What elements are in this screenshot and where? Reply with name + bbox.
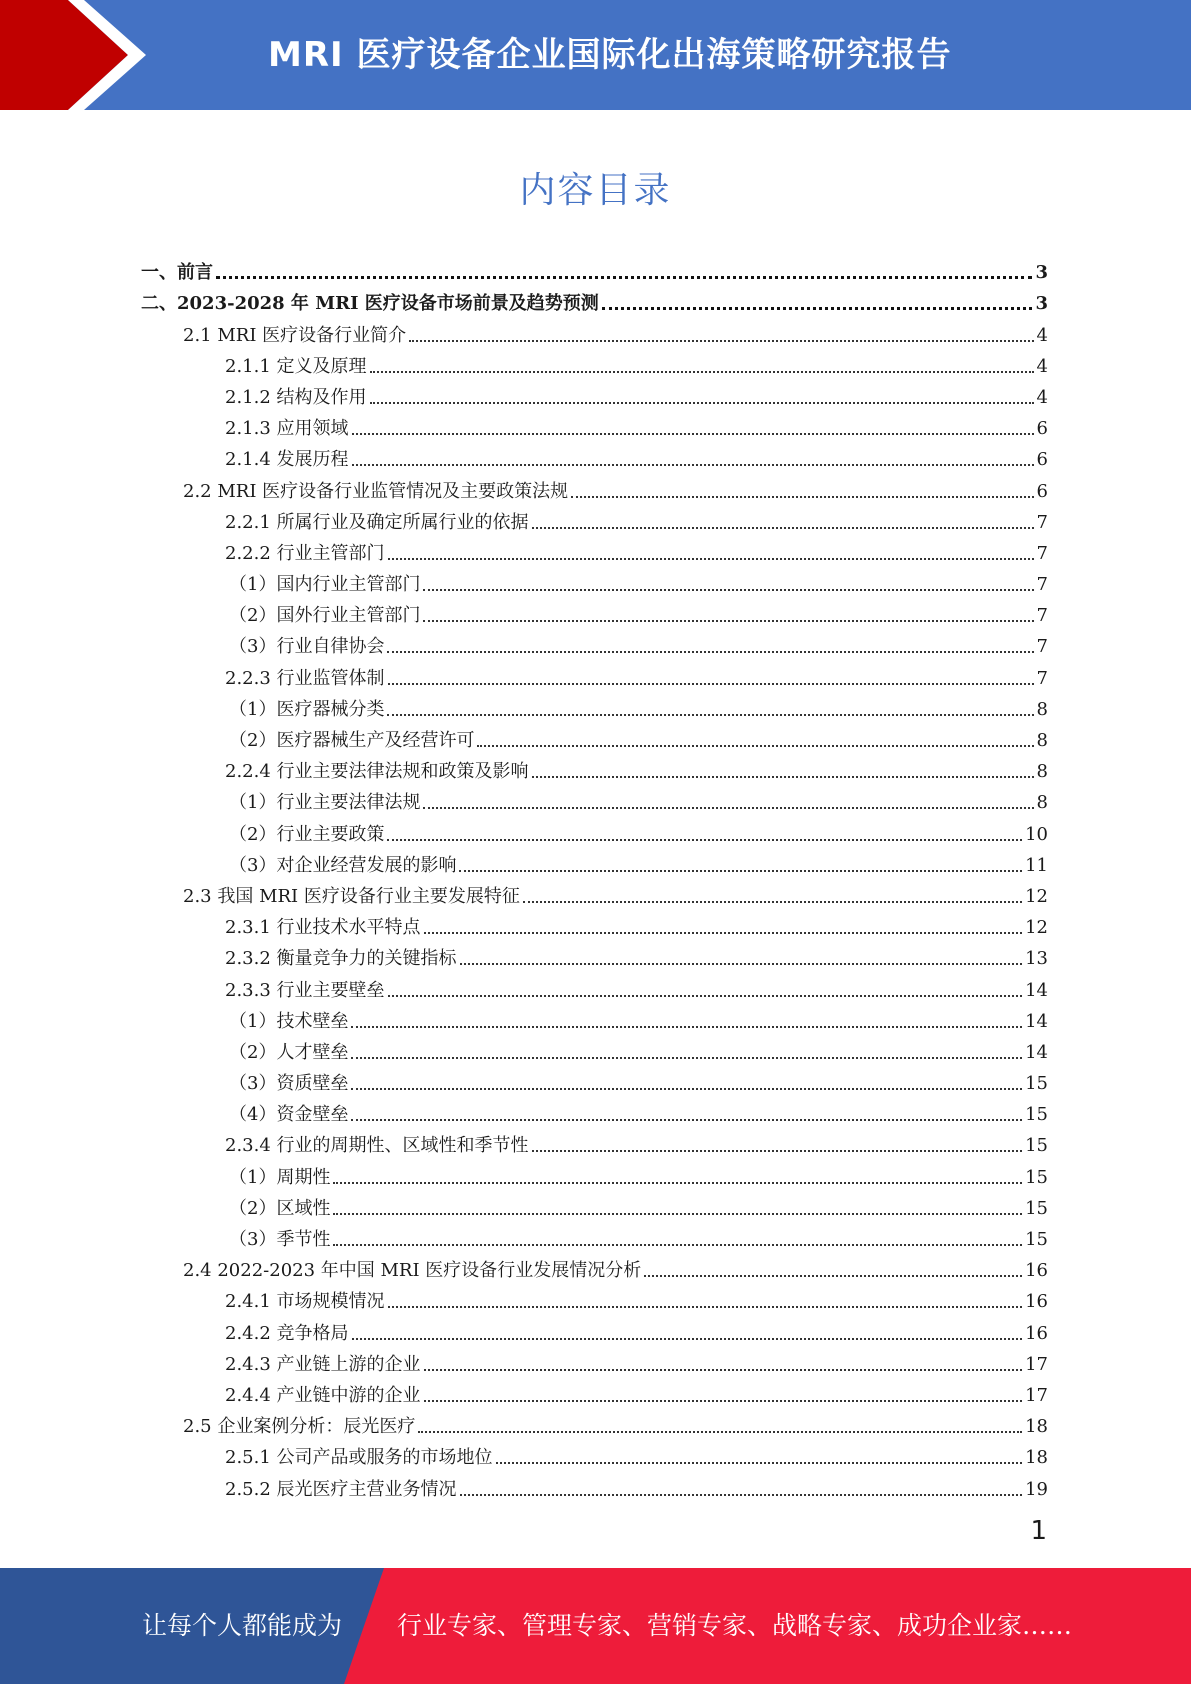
toc-entry-page-number: 15	[1025, 1197, 1048, 1219]
toc-entry-page-number: 4	[1036, 386, 1048, 408]
toc-dot-leader	[532, 527, 1034, 529]
toc-entry-page-number: 6	[1036, 418, 1048, 440]
toc-dot-leader	[532, 1150, 1023, 1152]
toc-entry-title: （3）行业自律协会	[229, 636, 385, 658]
toc-entry-title: （3）资质壁垒	[229, 1073, 349, 1095]
toc-entry-page-number: 3	[1035, 262, 1048, 284]
toc-dot-leader	[351, 1026, 1022, 1028]
toc-entry-page-number: 13	[1025, 948, 1048, 970]
toc-entry-title: （3）对企业经营发展的影响	[229, 854, 457, 876]
toc-dot-leader	[387, 714, 1033, 716]
toc-dot-leader	[387, 651, 1033, 653]
toc-entry-page-number: 7	[1036, 605, 1048, 627]
toc-dot-leader	[352, 1338, 1023, 1340]
toc-entry-title: （2）医疗器械生产及经营许可	[229, 730, 475, 751]
toc-entry[interactable]	[0, 1002, 1191, 1033]
toc-entry[interactable]	[0, 440, 1191, 471]
toc-entry[interactable]	[0, 1189, 1191, 1220]
toc-entry[interactable]	[0, 939, 1191, 970]
toc-entry-page-number: 7	[1036, 511, 1048, 533]
toc-entry[interactable]	[0, 1438, 1191, 1469]
toc-entry-title: 2.3.2 衡量竞争力的关键指标	[225, 948, 457, 970]
toc-dot-leader	[532, 776, 1034, 778]
toc-entry[interactable]	[0, 814, 1191, 845]
toc-dot-leader	[351, 1057, 1022, 1059]
toc-dot-leader	[602, 307, 1033, 310]
toc-dot-leader	[477, 745, 1033, 747]
toc-dot-leader	[424, 1369, 1023, 1371]
toc-entry[interactable]	[0, 1126, 1191, 1157]
toc-entry[interactable]	[0, 1157, 1191, 1188]
toc-entry-page-number: 15	[1025, 1073, 1048, 1095]
toc-entry[interactable]	[0, 1345, 1191, 1376]
toc-entry-title: 2.1 MRI 医疗设备行业简介	[183, 324, 407, 346]
report-footer	[0, 1568, 1191, 1684]
toc-entry-title: （1）技术壁垒	[229, 1010, 349, 1032]
toc-entry-title: （2）国外行业主管部门	[229, 605, 421, 627]
toc-entry[interactable]	[0, 284, 1191, 315]
toc-entry[interactable]	[0, 1376, 1191, 1407]
toc-entry[interactable]	[0, 721, 1191, 752]
toc-entry[interactable]	[0, 1220, 1191, 1251]
toc-entry-page-number: 14	[1025, 979, 1048, 1001]
footer-slogan-right: 行业专家、管理专家、营销专家、战略专家、成功企业家……	[397, 1611, 1073, 1640]
toc-entry-title: （1）周期性	[229, 1166, 331, 1188]
toc-entry[interactable]	[0, 970, 1191, 1001]
toc-entry-page-number: 7	[1036, 542, 1048, 564]
toc-entry-page-number: 18	[1025, 1447, 1048, 1469]
toc-entry-page-number: 10	[1025, 823, 1048, 845]
toc-entry-page-number: 16	[1025, 1322, 1048, 1344]
toc-entry-page-number: 18	[1025, 1416, 1048, 1438]
toc-entry-title: 2.5 企业案例分析：辰光医疗	[183, 1416, 416, 1438]
toc-entry-page-number: 14	[1025, 1041, 1048, 1063]
toc-entry-title: 2.3.1 行业技术水平特点	[225, 917, 421, 939]
toc-entry-page-number: 8	[1036, 730, 1048, 751]
toc-entry[interactable]	[0, 627, 1191, 658]
toc-entry-title: （1）行业主要法律法规	[229, 792, 421, 814]
toc-entry[interactable]	[0, 877, 1191, 908]
toc-entry[interactable]	[0, 1033, 1191, 1064]
toc-dot-leader	[388, 995, 1023, 997]
toc-entry-title: （1）医疗器械分类	[229, 698, 385, 720]
footer-slogan-left: 让每个人都能成为	[142, 1611, 343, 1640]
toc-entry[interactable]	[0, 534, 1191, 565]
toc-entry[interactable]	[0, 752, 1191, 783]
toc-entry[interactable]	[0, 1407, 1191, 1438]
toc-entry-title: 2.5.2 辰光医疗主营业务情况	[225, 1478, 457, 1500]
toc-entry[interactable]	[0, 596, 1191, 627]
toc-entry-title: 2.4.4 产业链中游的企业	[225, 1384, 421, 1406]
toc-entry[interactable]	[0, 409, 1191, 440]
toc-dot-leader	[216, 276, 1032, 279]
toc-entry-title: （2）区域性	[229, 1197, 331, 1219]
toc-dot-leader	[333, 1182, 1022, 1184]
toc-dot-leader	[388, 683, 1034, 685]
toc-entry-page-number: 15	[1025, 1104, 1048, 1126]
toc-entry[interactable]	[0, 658, 1191, 689]
toc-entry-title: 2.4.2 竞争格局	[225, 1322, 349, 1344]
toc-entry[interactable]	[0, 690, 1191, 721]
toc-entry-page-number: 17	[1025, 1353, 1048, 1375]
toc-entry[interactable]	[0, 1282, 1191, 1313]
toc-entry[interactable]	[0, 378, 1191, 409]
toc-entry-page-number: 6	[1036, 480, 1048, 502]
toc-dot-leader	[496, 1462, 1023, 1464]
toc-dot-leader	[352, 433, 1034, 435]
header-arrow-decoration	[0, 0, 160, 110]
toc-entry-page-number: 11	[1025, 854, 1048, 876]
toc-entry-page-number: 8	[1036, 792, 1048, 814]
toc-entry-page-number: 19	[1025, 1478, 1048, 1500]
toc-dot-leader	[333, 1244, 1022, 1246]
toc-dot-leader	[370, 371, 1034, 373]
toc-entry[interactable]	[0, 1095, 1191, 1126]
toc-entry-title: （2）人才壁垒	[229, 1041, 349, 1063]
toc-entry-page-number: 7	[1036, 667, 1048, 689]
toc-entry[interactable]	[0, 1469, 1191, 1500]
toc-entry-title: 2.2.1 所属行业及确定所属行业的依据	[225, 511, 529, 533]
toc-dot-leader	[460, 1494, 1023, 1496]
toc-entry-page-number: 8	[1036, 698, 1048, 720]
toc-dot-leader	[460, 963, 1023, 965]
toc-entry[interactable]	[0, 565, 1191, 596]
toc-dot-leader	[351, 1088, 1022, 1090]
toc-dot-leader	[424, 932, 1023, 934]
table-of-contents	[0, 253, 1191, 1501]
toc-entry[interactable]	[0, 908, 1191, 939]
toc-entry[interactable]	[0, 503, 1191, 534]
page-number: 1	[1030, 1516, 1047, 1546]
toc-dot-leader	[351, 1119, 1022, 1121]
toc-entry-page-number: 15	[1025, 1166, 1048, 1188]
toc-entry-page-number: 14	[1025, 1010, 1048, 1032]
toc-entry-title: 2.3 我国 MRI 医疗设备行业主要发展特征	[183, 885, 520, 907]
toc-entry-page-number: 15	[1025, 1229, 1048, 1250]
toc-entry[interactable]	[0, 315, 1191, 346]
toc-dot-leader	[387, 839, 1022, 841]
toc-entry-title: 2.1.1 定义及原理	[225, 355, 367, 377]
toc-entry-title: （2）行业主要政策	[229, 823, 385, 845]
toc-entry-page-number: 4	[1036, 324, 1048, 346]
toc-entry-title: 2.2 MRI 医疗设备行业监管情况及主要政策法规	[183, 480, 569, 502]
toc-entry-page-number: 16	[1025, 1291, 1048, 1313]
report-title: MRI 医疗设备企业国际化出海策略研究报告	[268, 35, 952, 75]
toc-entry-page-number: 8	[1036, 761, 1048, 783]
toc-entry-title: 一、前言	[141, 262, 213, 284]
toc-dot-leader	[423, 620, 1033, 622]
toc-entry-page-number: 16	[1025, 1260, 1048, 1282]
toc-entry-page-number: 12	[1025, 917, 1048, 939]
toc-dot-leader	[388, 558, 1034, 560]
toc-entry-title: 2.4.1 市场规模情况	[225, 1291, 385, 1313]
toc-dot-leader	[370, 402, 1034, 404]
toc-dot-leader	[423, 589, 1033, 591]
toc-entry[interactable]	[0, 846, 1191, 877]
toc-entry-title: 2.4.3 产业链上游的企业	[225, 1353, 421, 1375]
toc-entry-page-number: 4	[1036, 355, 1048, 377]
toc-title: 内容目录	[519, 170, 672, 211]
toc-entry[interactable]	[0, 1251, 1191, 1282]
toc-dot-leader	[409, 340, 1033, 342]
toc-entry[interactable]	[0, 783, 1191, 814]
toc-entry-page-number: 15	[1025, 1135, 1048, 1157]
toc-entry-title: 2.1.3 应用领域	[225, 418, 349, 440]
toc-dot-leader	[352, 464, 1034, 466]
toc-dot-leader	[459, 870, 1022, 872]
toc-entry-title: 2.2.3 行业监管体制	[225, 667, 385, 689]
toc-entry-title: 2.2.4 行业主要法律法规和政策及影响	[225, 761, 529, 783]
toc-entry-page-number: 6	[1036, 449, 1048, 471]
toc-entry-title: 2.3.3 行业主要壁垒	[225, 979, 385, 1001]
toc-entry-title: 2.1.4 发展历程	[225, 449, 349, 471]
toc-dot-leader	[424, 1400, 1023, 1402]
toc-entry-title: （3）季节性	[229, 1229, 331, 1250]
toc-entry-title: 2.2.2 行业主管部门	[225, 542, 385, 564]
toc-entry-page-number: 17	[1025, 1384, 1048, 1406]
toc-dot-leader	[644, 1275, 1022, 1277]
toc-dot-leader	[418, 1431, 1022, 1433]
toc-entry-title: 二、2023-2028 年 MRI 医疗设备市场前景及趋势预测	[141, 293, 599, 315]
toc-entry-title: （1）国内行业主管部门	[229, 574, 421, 596]
toc-dot-leader	[333, 1213, 1022, 1215]
toc-entry[interactable]	[0, 1064, 1191, 1095]
toc-entry[interactable]	[0, 1313, 1191, 1344]
toc-entry-title: 2.5.1 公司产品或服务的市场地位	[225, 1447, 493, 1469]
toc-entry-page-number: 3	[1035, 293, 1048, 315]
toc-entry-title: 2.3.4 行业的周期性、区域性和季节性	[225, 1135, 529, 1157]
report-header	[0, 0, 1191, 110]
toc-entry[interactable]	[0, 253, 1191, 284]
toc-entry-page-number: 7	[1036, 574, 1048, 596]
toc-dot-leader	[523, 901, 1022, 903]
toc-entry[interactable]	[0, 347, 1191, 378]
toc-entry-title: 2.4 2022-2023 年中国 MRI 医疗设备行业发展情况分析	[183, 1260, 642, 1282]
toc-entry-page-number: 7	[1036, 636, 1048, 658]
toc-entry[interactable]	[0, 471, 1191, 502]
toc-entry-page-number: 12	[1025, 885, 1048, 907]
toc-entry-title: （4）资金壁垒	[229, 1104, 349, 1126]
toc-dot-leader	[423, 807, 1033, 809]
toc-dot-leader	[388, 1306, 1023, 1308]
toc-entry-title: 2.1.2 结构及作用	[225, 386, 367, 408]
toc-dot-leader	[571, 496, 1033, 498]
